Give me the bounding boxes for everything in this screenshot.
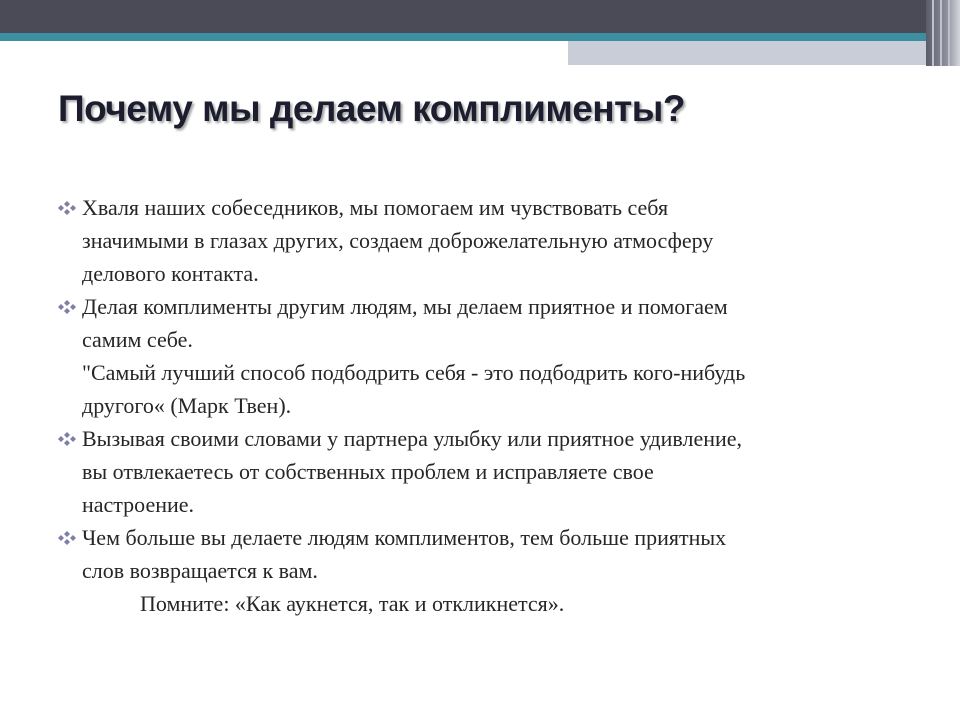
bullet-line: значимыми в глазах других, создаем доброжелательную атмосферу [82, 228, 714, 253]
bullet-point-1 [58, 191, 918, 290]
mark-twain-quote [58, 356, 918, 422]
bullet-line: делового контакта. [82, 261, 259, 286]
header-gray-band [568, 41, 960, 65]
header-teal-stripe [0, 33, 960, 41]
bullet-line: Вызывая своими словами у партнера улыбку или приятное удивление, [82, 426, 743, 451]
page-curl-decoration [926, 0, 960, 66]
slide-body [58, 191, 918, 620]
bullet-point-2 [58, 290, 918, 356]
bullet-line: вы отвлекаетесь от собственных проблем и исправляете свое [82, 459, 654, 484]
bullet-point-4 [58, 521, 918, 587]
diamond-bullet-icon [58, 290, 78, 323]
closing-proverb: Помните: «Как аукнется, так и откликнется». [140, 591, 565, 616]
slide-title: Почему мы делаем комплименты? [58, 88, 685, 129]
bullet-line: Хваля наших собеседников, мы помогаем им чувствовать себя [82, 195, 669, 220]
diamond-bullet-icon [58, 422, 78, 455]
bullet-line: Чем больше вы делаете людям комплиментов, тем больше приятных [82, 525, 727, 550]
bullet-line: слов возвращается к вам. [82, 558, 318, 583]
diamond-bullet-icon [58, 521, 78, 554]
bullet-line: настроение. [82, 492, 195, 517]
diamond-bullet-icon [58, 191, 78, 224]
bullet-point-3 [58, 422, 918, 521]
quote-line: другого« (Марк Твен). [82, 393, 292, 418]
bullet-line: самим себе. [82, 327, 193, 352]
quote-line: "Самый лучший способ подбодрить себя - это подбодрить кого-нибудь [82, 360, 746, 385]
header-dark-band [0, 0, 960, 33]
bullet-line: Делая комплименты другим людям, мы делаем приятное и помогаем [82, 294, 728, 319]
